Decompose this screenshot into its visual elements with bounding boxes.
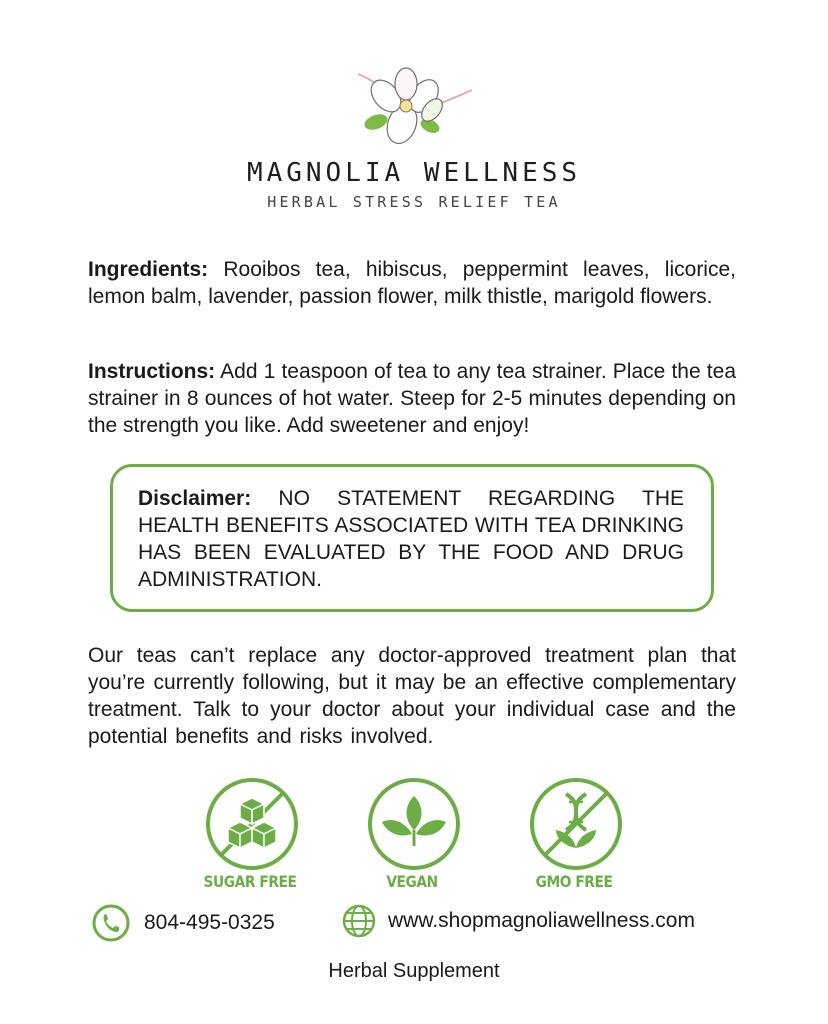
instructions-section — [88, 358, 736, 439]
vegan-label: VEGAN — [386, 872, 438, 891]
ingredients-section — [88, 256, 736, 310]
phone-number[interactable]: 804-495-0325 — [144, 911, 275, 934]
disclaimer-label: Disclaimer: — [138, 487, 252, 510]
vegan-label-wrap — [332, 872, 492, 891]
sugar-free-label-wrap — [170, 872, 330, 891]
vegan-badge — [364, 776, 464, 872]
gmo-free-label: GMO FREE — [535, 872, 613, 891]
sugar-cubes-icon — [204, 776, 300, 872]
instructions-text: Add 1 teaspoon of tea to any tea strainer. Place the tea strainer in 8 ounces of hot water. Steep for 2-5 minutes depending on the strength you like. Add sweetener and enjoy! — [88, 360, 736, 437]
magnolia-flower-icon — [354, 66, 476, 148]
brand-name: MAGNOLIA WELLNESS — [246, 158, 582, 188]
sugar-free-label: SUGAR FREE — [203, 872, 297, 891]
product-tagline: HERBAL STRESS RELIEF TEA — [267, 193, 561, 211]
phone-icon — [92, 904, 130, 942]
phone-contact — [92, 904, 275, 942]
gmo-free-label-wrap — [494, 872, 654, 891]
website-link[interactable]: www.shopmagnoliawellness.com — [388, 909, 695, 932]
medical-notice: Our teas can’t replace any doctor-approved treatment plan that you’re currently following, but it may be an effective complementary treatment. Talk to your doctor about your individual case and the potential benefits and risks involved. — [88, 644, 736, 748]
footer-label: Herbal Supplement — [328, 960, 500, 982]
globe-icon — [342, 904, 376, 938]
dna-leaf-icon — [528, 776, 624, 872]
leaves-icon — [366, 776, 462, 872]
ingredients-text: Rooibos tea, hibiscus, peppermint leaves, licorice, lemon balm, lavender, passion flower, milk thistle, marigold flowers. — [88, 258, 736, 308]
gmo-free-badge — [526, 776, 626, 872]
website-contact — [342, 904, 695, 938]
disclaimer-section — [138, 485, 684, 593]
disclaimer-text: NO STATEMENT REGARDING THE HEALTH BENEFITS ASSOCIATED WITH TEA DRINKING HAS BEEN EVALUATED BY THE FOOD AND DRUG ADMINISTRATION. — [138, 487, 684, 591]
instructions-label: Instructions: — [88, 360, 216, 383]
sugar-free-badge — [202, 776, 302, 872]
ingredients-label: Ingredients: — [88, 258, 209, 281]
